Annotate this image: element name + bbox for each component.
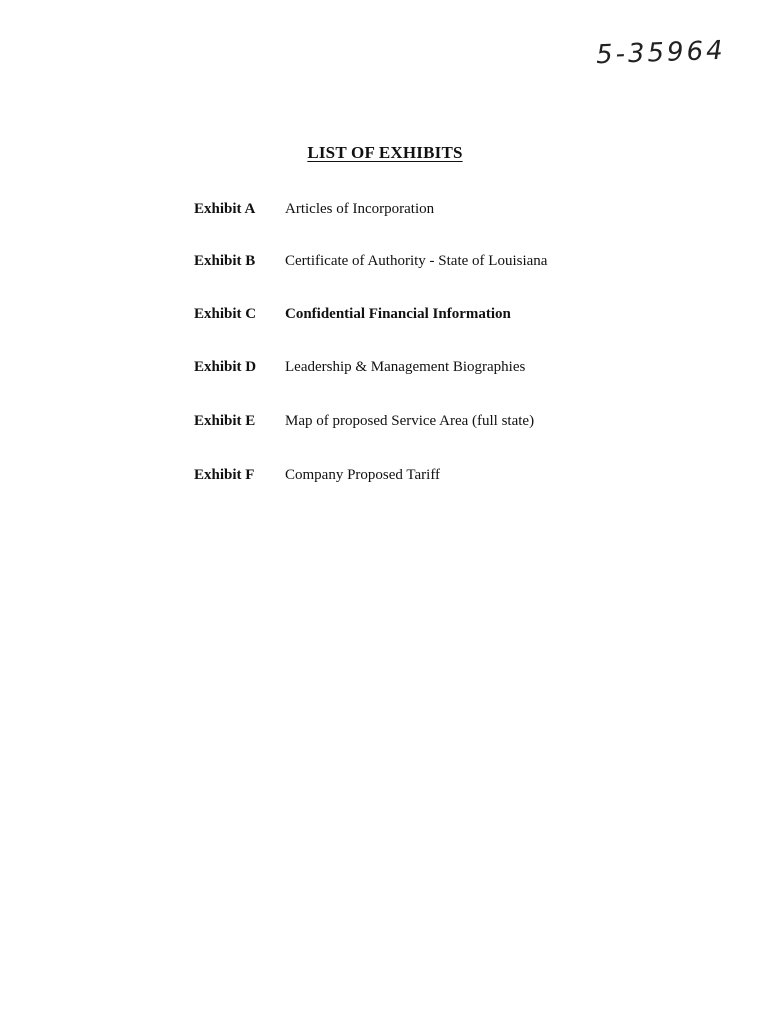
exhibit-description: Leadership & Management Biographies [285,359,526,375]
handwritten-docket-number: 5-35964 [595,35,727,71]
exhibit-description: Map of proposed Service Area (full state) [285,413,535,429]
exhibit-description: Company Proposed Tariff [285,467,441,483]
exhibit-label: Exhibit C [194,306,257,322]
exhibit-description: Articles of Incorporation [285,201,435,217]
exhibit-description: Certificate of Authority - State of Louisiana [285,253,548,269]
exhibit-description: Confidential Financial Information [285,306,511,322]
exhibit-label: Exhibit E [194,413,256,429]
exhibit-row-e [194,413,614,435]
exhibit-row-d [194,359,614,381]
exhibit-label: Exhibit B [194,253,256,269]
page-title: LIST OF EXHIBITS [307,143,463,162]
exhibit-label: Exhibit F [194,467,255,483]
exhibit-row-a [194,201,614,223]
exhibit-row-c [194,306,614,328]
exhibit-label: Exhibit A [194,201,256,217]
exhibit-row-b [194,253,614,275]
exhibit-row-f [194,467,614,489]
exhibit-label: Exhibit D [194,359,257,375]
